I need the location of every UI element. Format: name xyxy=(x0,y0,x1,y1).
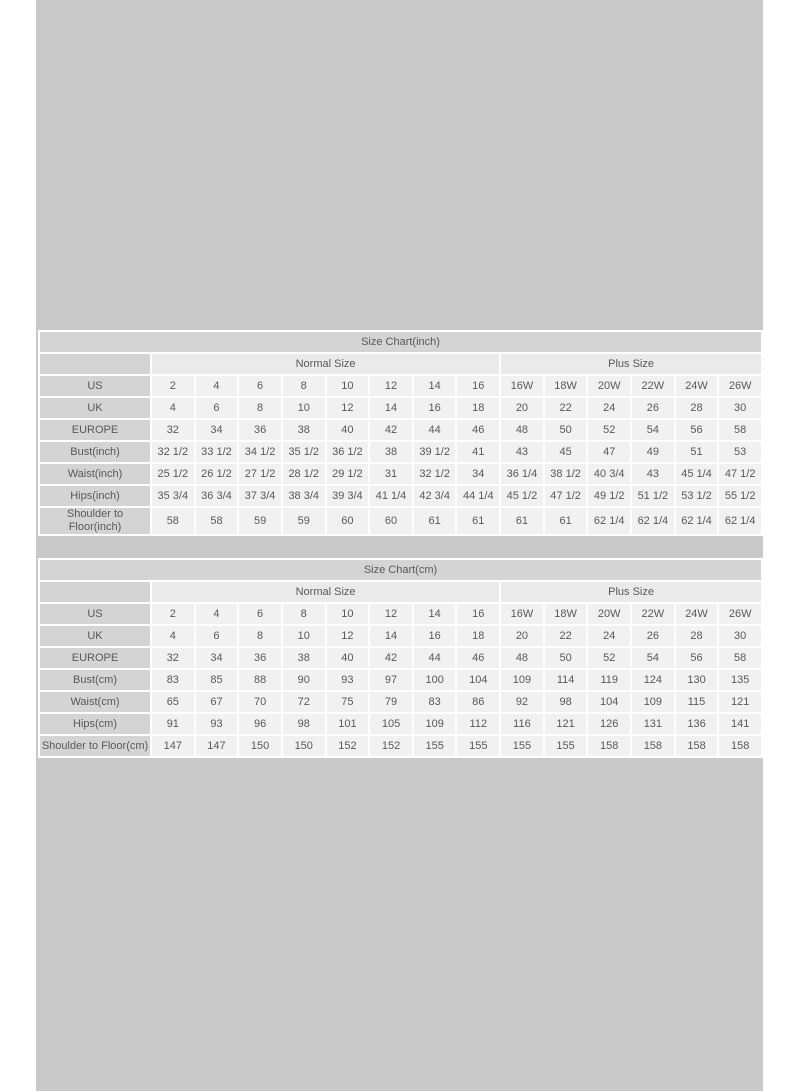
size-value-cell: 37 3/4 xyxy=(239,486,281,506)
size-value-cell: 35 1/2 xyxy=(283,442,325,462)
size-value-cell: 147 xyxy=(152,736,194,756)
size-value-cell: 40 xyxy=(327,420,369,440)
size-value-cell: 152 xyxy=(370,736,412,756)
size-value-cell: 22W xyxy=(632,604,674,624)
size-value-cell: 115 xyxy=(676,692,718,712)
row-label: Bust(inch) xyxy=(40,442,150,462)
size-value-cell: 6 xyxy=(196,398,238,418)
size-value-cell: 42 3/4 xyxy=(414,486,456,506)
size-value-cell: 54 xyxy=(632,420,674,440)
size-value-cell: 136 xyxy=(676,714,718,734)
row-label: EUROPE xyxy=(40,648,150,668)
size-value-cell: 22 xyxy=(545,398,587,418)
table-title: Size Chart(inch) xyxy=(40,332,761,352)
size-value-cell: 91 xyxy=(152,714,194,734)
size-value-cell: 27 1/2 xyxy=(239,464,281,484)
size-value-cell: 70 xyxy=(239,692,281,712)
size-value-cell: 16 xyxy=(457,376,499,396)
size-value-cell: 14 xyxy=(414,376,456,396)
size-value-cell: 26W xyxy=(719,376,761,396)
size-value-cell: 62 1/4 xyxy=(632,508,674,534)
size-value-cell: 126 xyxy=(588,714,630,734)
size-value-cell: 83 xyxy=(152,670,194,690)
size-value-cell: 44 xyxy=(414,648,456,668)
size-value-cell: 33 1/2 xyxy=(196,442,238,462)
size-value-cell: 4 xyxy=(196,604,238,624)
size-value-cell: 16 xyxy=(414,626,456,646)
size-value-cell: 59 xyxy=(283,508,325,534)
size-value-cell: 36 3/4 xyxy=(196,486,238,506)
table-row xyxy=(40,508,761,534)
size-value-cell: 14 xyxy=(414,604,456,624)
size-value-cell: 36 xyxy=(239,420,281,440)
size-value-cell: 38 xyxy=(283,420,325,440)
size-value-cell: 60 xyxy=(370,508,412,534)
row-label: Hips(inch) xyxy=(40,486,150,506)
size-value-cell: 124 xyxy=(632,670,674,690)
corner-cell xyxy=(40,582,150,602)
size-value-cell: 16 xyxy=(457,604,499,624)
size-value-cell: 14 xyxy=(370,398,412,418)
size-value-cell: 109 xyxy=(414,714,456,734)
size-value-cell: 152 xyxy=(327,736,369,756)
size-value-cell: 34 1/2 xyxy=(239,442,281,462)
size-value-cell: 39 1/2 xyxy=(414,442,456,462)
size-value-cell: 4 xyxy=(152,626,194,646)
size-value-cell: 20W xyxy=(588,376,630,396)
size-value-cell: 20 xyxy=(501,626,543,646)
size-value-cell: 109 xyxy=(632,692,674,712)
size-value-cell: 32 1/2 xyxy=(414,464,456,484)
size-value-cell: 50 xyxy=(545,420,587,440)
size-value-cell: 34 xyxy=(457,464,499,484)
size-value-cell: 18W xyxy=(545,604,587,624)
size-value-cell: 58 xyxy=(152,508,194,534)
size-value-cell: 29 1/2 xyxy=(327,464,369,484)
size-value-cell: 40 xyxy=(327,648,369,668)
size-value-cell: 58 xyxy=(719,648,761,668)
size-value-cell: 10 xyxy=(327,604,369,624)
size-value-cell: 26 xyxy=(632,398,674,418)
table-title-row xyxy=(40,332,761,352)
size-value-cell: 16 xyxy=(414,398,456,418)
size-value-cell: 24 xyxy=(588,398,630,418)
size-value-cell: 55 1/2 xyxy=(719,486,761,506)
table-title-row xyxy=(40,560,761,580)
size-value-cell: 61 xyxy=(457,508,499,534)
size-value-cell: 44 1/4 xyxy=(457,486,499,506)
size-value-cell: 54 xyxy=(632,648,674,668)
size-value-cell: 30 xyxy=(719,398,761,418)
size-value-cell: 53 xyxy=(719,442,761,462)
size-value-cell: 42 xyxy=(370,648,412,668)
size-value-cell: 43 xyxy=(501,442,543,462)
size-value-cell: 10 xyxy=(283,626,325,646)
size-value-cell: 86 xyxy=(457,692,499,712)
size-value-cell: 26W xyxy=(719,604,761,624)
size-value-cell: 62 1/4 xyxy=(676,508,718,534)
column-group-label: Normal Size xyxy=(152,582,499,602)
size-value-cell: 36 1/4 xyxy=(501,464,543,484)
table-row xyxy=(40,670,761,690)
size-value-cell: 43 xyxy=(632,464,674,484)
table-row xyxy=(40,486,761,506)
size-value-cell: 38 xyxy=(370,442,412,462)
size-value-cell: 155 xyxy=(501,736,543,756)
size-value-cell: 28 xyxy=(676,398,718,418)
size-value-cell: 67 xyxy=(196,692,238,712)
size-value-cell: 28 xyxy=(676,626,718,646)
size-value-cell: 10 xyxy=(283,398,325,418)
size-value-cell: 98 xyxy=(283,714,325,734)
size-value-cell: 158 xyxy=(719,736,761,756)
size-value-cell: 6 xyxy=(239,376,281,396)
column-group-row xyxy=(40,354,761,374)
size-value-cell: 24W xyxy=(676,604,718,624)
size-value-cell: 38 xyxy=(283,648,325,668)
size-value-cell: 16W xyxy=(501,376,543,396)
size-value-cell: 28 1/2 xyxy=(283,464,325,484)
size-value-cell: 61 xyxy=(501,508,543,534)
size-value-cell: 56 xyxy=(676,420,718,440)
size-value-cell: 31 xyxy=(370,464,412,484)
size-value-cell: 45 1/2 xyxy=(501,486,543,506)
size-value-cell: 42 xyxy=(370,420,412,440)
size-value-cell: 35 3/4 xyxy=(152,486,194,506)
table-row xyxy=(40,604,761,624)
size-value-cell: 90 xyxy=(283,670,325,690)
row-label: UK xyxy=(40,626,150,646)
size-value-cell: 155 xyxy=(545,736,587,756)
size-value-cell: 93 xyxy=(327,670,369,690)
size-value-cell: 36 1/2 xyxy=(327,442,369,462)
size-value-cell: 59 xyxy=(239,508,281,534)
size-value-cell: 147 xyxy=(196,736,238,756)
size-value-cell: 22W xyxy=(632,376,674,396)
row-label: Waist(inch) xyxy=(40,464,150,484)
size-value-cell: 85 xyxy=(196,670,238,690)
table-row xyxy=(40,398,761,418)
size-value-cell: 20 xyxy=(501,398,543,418)
column-group-label: Plus Size xyxy=(501,582,761,602)
row-label: Shoulder to Floor(cm) xyxy=(40,736,150,756)
size-value-cell: 52 xyxy=(588,420,630,440)
size-value-cell: 12 xyxy=(370,604,412,624)
size-value-cell: 45 xyxy=(545,442,587,462)
row-label: US xyxy=(40,604,150,624)
table-row xyxy=(40,464,761,484)
size-value-cell: 8 xyxy=(283,376,325,396)
size-value-cell: 49 1/2 xyxy=(588,486,630,506)
size-value-cell: 155 xyxy=(457,736,499,756)
size-value-cell: 93 xyxy=(196,714,238,734)
column-group-label: Plus Size xyxy=(501,354,761,374)
table-row xyxy=(40,714,761,734)
size-value-cell: 101 xyxy=(327,714,369,734)
size-value-cell: 12 xyxy=(327,626,369,646)
size-value-cell: 155 xyxy=(414,736,456,756)
size-value-cell: 158 xyxy=(588,736,630,756)
size-value-cell: 2 xyxy=(152,604,194,624)
row-label: EUROPE xyxy=(40,420,150,440)
table-row xyxy=(40,736,761,756)
size-value-cell: 131 xyxy=(632,714,674,734)
size-value-cell: 8 xyxy=(239,626,281,646)
size-value-cell: 141 xyxy=(719,714,761,734)
row-label: Shoulder to Floor(inch) xyxy=(40,508,150,534)
size-value-cell: 12 xyxy=(370,376,412,396)
size-value-cell: 2 xyxy=(152,376,194,396)
size-value-cell: 105 xyxy=(370,714,412,734)
size-value-cell: 158 xyxy=(676,736,718,756)
size-value-cell: 150 xyxy=(239,736,281,756)
size-value-cell: 44 xyxy=(414,420,456,440)
row-label: Bust(cm) xyxy=(40,670,150,690)
size-value-cell: 158 xyxy=(632,736,674,756)
size-value-cell: 72 xyxy=(283,692,325,712)
table-row xyxy=(40,420,761,440)
corner-cell xyxy=(40,354,150,374)
size-value-cell: 40 3/4 xyxy=(588,464,630,484)
row-label: US xyxy=(40,376,150,396)
size-value-cell: 39 3/4 xyxy=(327,486,369,506)
size-value-cell: 8 xyxy=(239,398,281,418)
size-value-cell: 60 xyxy=(327,508,369,534)
size-value-cell: 48 xyxy=(501,648,543,668)
size-chart-inch-section xyxy=(38,330,763,536)
size-value-cell: 51 1/2 xyxy=(632,486,674,506)
size-value-cell: 10 xyxy=(327,376,369,396)
size-value-cell: 75 xyxy=(327,692,369,712)
size-value-cell: 24W xyxy=(676,376,718,396)
size-value-cell: 41 xyxy=(457,442,499,462)
table-row xyxy=(40,648,761,668)
size-value-cell: 41 1/4 xyxy=(370,486,412,506)
size-value-cell: 32 1/2 xyxy=(152,442,194,462)
size-value-cell: 96 xyxy=(239,714,281,734)
size-value-cell: 49 xyxy=(632,442,674,462)
size-chart-inch-table xyxy=(38,330,763,536)
size-value-cell: 36 xyxy=(239,648,281,668)
size-value-cell: 12 xyxy=(327,398,369,418)
size-value-cell: 121 xyxy=(719,692,761,712)
size-value-cell: 83 xyxy=(414,692,456,712)
size-value-cell: 119 xyxy=(588,670,630,690)
size-value-cell: 38 1/2 xyxy=(545,464,587,484)
size-value-cell: 58 xyxy=(719,420,761,440)
size-value-cell: 47 1/2 xyxy=(545,486,587,506)
size-value-cell: 6 xyxy=(196,626,238,646)
size-chart-cm-table xyxy=(38,558,763,758)
size-value-cell: 56 xyxy=(676,648,718,668)
size-value-cell: 46 xyxy=(457,648,499,668)
size-value-cell: 46 xyxy=(457,420,499,440)
row-label: UK xyxy=(40,398,150,418)
table-row xyxy=(40,442,761,462)
size-value-cell: 22 xyxy=(545,626,587,646)
size-value-cell: 61 xyxy=(414,508,456,534)
size-value-cell: 50 xyxy=(545,648,587,668)
size-value-cell: 79 xyxy=(370,692,412,712)
size-value-cell: 47 1/2 xyxy=(719,464,761,484)
size-value-cell: 38 3/4 xyxy=(283,486,325,506)
table-title: Size Chart(cm) xyxy=(40,560,761,580)
size-value-cell: 4 xyxy=(196,376,238,396)
size-value-cell: 14 xyxy=(370,626,412,646)
size-value-cell: 6 xyxy=(239,604,281,624)
size-value-cell: 25 1/2 xyxy=(152,464,194,484)
size-value-cell: 121 xyxy=(545,714,587,734)
gray-background-panel xyxy=(36,0,763,1091)
table-row xyxy=(40,626,761,646)
size-value-cell: 48 xyxy=(501,420,543,440)
table-row xyxy=(40,376,761,396)
size-value-cell: 62 1/4 xyxy=(719,508,761,534)
size-value-cell: 45 1/4 xyxy=(676,464,718,484)
size-value-cell: 26 1/2 xyxy=(196,464,238,484)
size-value-cell: 18 xyxy=(457,398,499,418)
row-label: Waist(cm) xyxy=(40,692,150,712)
size-value-cell: 62 1/4 xyxy=(588,508,630,534)
size-value-cell: 32 xyxy=(152,420,194,440)
size-value-cell: 32 xyxy=(152,648,194,668)
size-value-cell: 104 xyxy=(457,670,499,690)
size-value-cell: 4 xyxy=(152,398,194,418)
size-value-cell: 65 xyxy=(152,692,194,712)
column-group-row xyxy=(40,582,761,602)
size-value-cell: 116 xyxy=(501,714,543,734)
size-value-cell: 18W xyxy=(545,376,587,396)
size-value-cell: 58 xyxy=(196,508,238,534)
size-value-cell: 114 xyxy=(545,670,587,690)
table-row xyxy=(40,692,761,712)
size-value-cell: 26 xyxy=(632,626,674,646)
size-value-cell: 97 xyxy=(370,670,412,690)
size-value-cell: 53 1/2 xyxy=(676,486,718,506)
size-value-cell: 16W xyxy=(501,604,543,624)
row-label: Hips(cm) xyxy=(40,714,150,734)
size-value-cell: 61 xyxy=(545,508,587,534)
size-value-cell: 109 xyxy=(501,670,543,690)
size-value-cell: 92 xyxy=(501,692,543,712)
size-value-cell: 130 xyxy=(676,670,718,690)
size-value-cell: 112 xyxy=(457,714,499,734)
size-value-cell: 52 xyxy=(588,648,630,668)
size-value-cell: 98 xyxy=(545,692,587,712)
size-value-cell: 34 xyxy=(196,420,238,440)
size-value-cell: 20W xyxy=(588,604,630,624)
size-value-cell: 150 xyxy=(283,736,325,756)
size-value-cell: 104 xyxy=(588,692,630,712)
size-value-cell: 24 xyxy=(588,626,630,646)
size-value-cell: 47 xyxy=(588,442,630,462)
size-value-cell: 18 xyxy=(457,626,499,646)
size-value-cell: 88 xyxy=(239,670,281,690)
size-value-cell: 34 xyxy=(196,648,238,668)
size-chart-cm-section xyxy=(38,558,763,758)
column-group-label: Normal Size xyxy=(152,354,499,374)
size-value-cell: 135 xyxy=(719,670,761,690)
size-value-cell: 30 xyxy=(719,626,761,646)
size-value-cell: 51 xyxy=(676,442,718,462)
size-value-cell: 100 xyxy=(414,670,456,690)
size-value-cell: 8 xyxy=(283,604,325,624)
